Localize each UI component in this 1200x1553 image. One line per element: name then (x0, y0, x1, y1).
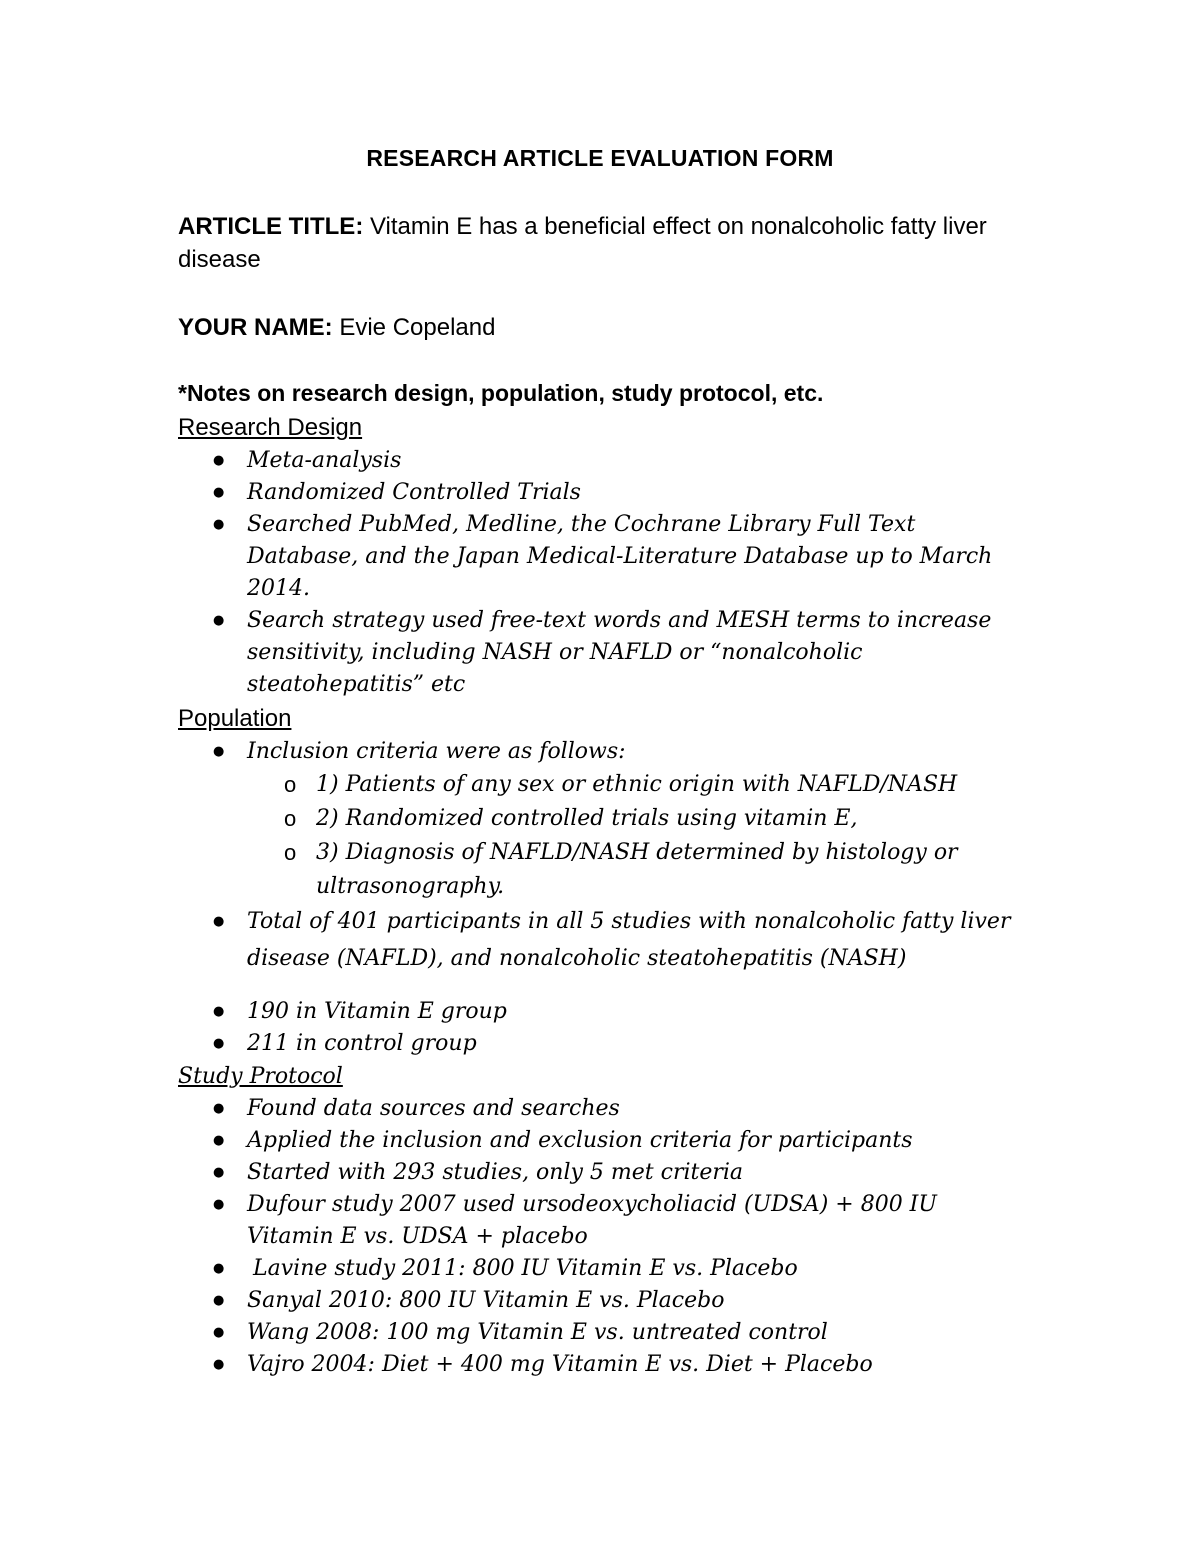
list-item: ● Dufour study 2007 used ursodeoxycholiacid (UDSA) + 800 IU Vitamin E vs. UDSA + placebo (0, 1189, 1027, 1253)
list-item: ● Lavine study 2011: 800 IU Vitamin E vs. Placebo (0, 1253, 1033, 1285)
your-name-label: YOUR NAME: (178, 314, 333, 341)
population-heading: Population (178, 705, 292, 732)
list-item: ● Meta-analysis (0, 445, 1027, 477)
your-name-field (178, 311, 1018, 344)
list-item: ● Started with 293 studies, only 5 met criteria (0, 1157, 1027, 1189)
your-name-value: Evie Copeland (339, 314, 496, 341)
list-item: ● Applied the inclusion and exclusion criteria for participants (0, 1125, 1027, 1157)
list-item: ● Inclusion criteria were as follows: (0, 736, 1027, 768)
list-item: ● 190 in Vitamin E group (0, 996, 1027, 1028)
list-item: ● Total of 401 participants in all 5 studies with nonalcoholic fatty liver disease (NAFLD), and nonalcoholic steatohepatitis (NASH) (0, 903, 1027, 977)
inclusion-criteria-list (0, 768, 1200, 904)
criteria-item: o 1) Patients of any sex or ethnic origin with NAFLD/NASH (0, 768, 1016, 802)
research-design-list (0, 445, 1200, 701)
article-title-label: ARTICLE TITLE: (178, 213, 364, 240)
list-item: ● Randomized Controlled Trials (0, 477, 1027, 509)
list-item: ● Found data sources and searches (0, 1093, 1027, 1125)
criteria-item: o 2) Randomized controlled trials using vitamin E, (0, 802, 1016, 836)
list-item: ● Vajro 2004: Diet + 400 mg Vitamin E vs. Diet + Placebo (0, 1349, 1027, 1381)
study-protocol-heading: Study Protocol (178, 1064, 343, 1089)
form-title: RESEARCH ARTICLE EVALUATION FORM (366, 145, 834, 171)
list-item: ● Searched PubMed, Medline, the Cochrane Library Full Text Database, and the Japan Medical-Literature Database up to March 2014. (0, 509, 1027, 605)
population-inclusion-list (0, 736, 1200, 768)
research-design-heading: Research Design (178, 414, 363, 441)
population-total-list (0, 903, 1200, 977)
notes-heading: *Notes on research design, population, study protocol, etc. (178, 380, 824, 406)
list-item: ● Sanyal 2010: 800 IU Vitamin E vs. Placebo (0, 1285, 1027, 1317)
population-groups-list (0, 996, 1200, 1060)
article-title-value: Vitamin E has a beneficial effect on nonalcoholic fatty liver disease (178, 213, 987, 273)
article-title-field (178, 210, 1018, 276)
criteria-item: o 3) Diagnosis of NAFLD/NASH determined by histology or ultrasonography. (0, 836, 1016, 904)
list-item: ● Wang 2008: 100 mg Vitamin E vs. untreated control (0, 1317, 1027, 1349)
list-item: ● 211 in control group (0, 1028, 1027, 1060)
study-protocol-list (0, 1093, 1200, 1381)
list-item: ● Search strategy used free-text words and MESH terms to increase sensitivity, including NASH or NAFLD or “nonalcoholic steatohepatitis” etc (0, 605, 1027, 701)
